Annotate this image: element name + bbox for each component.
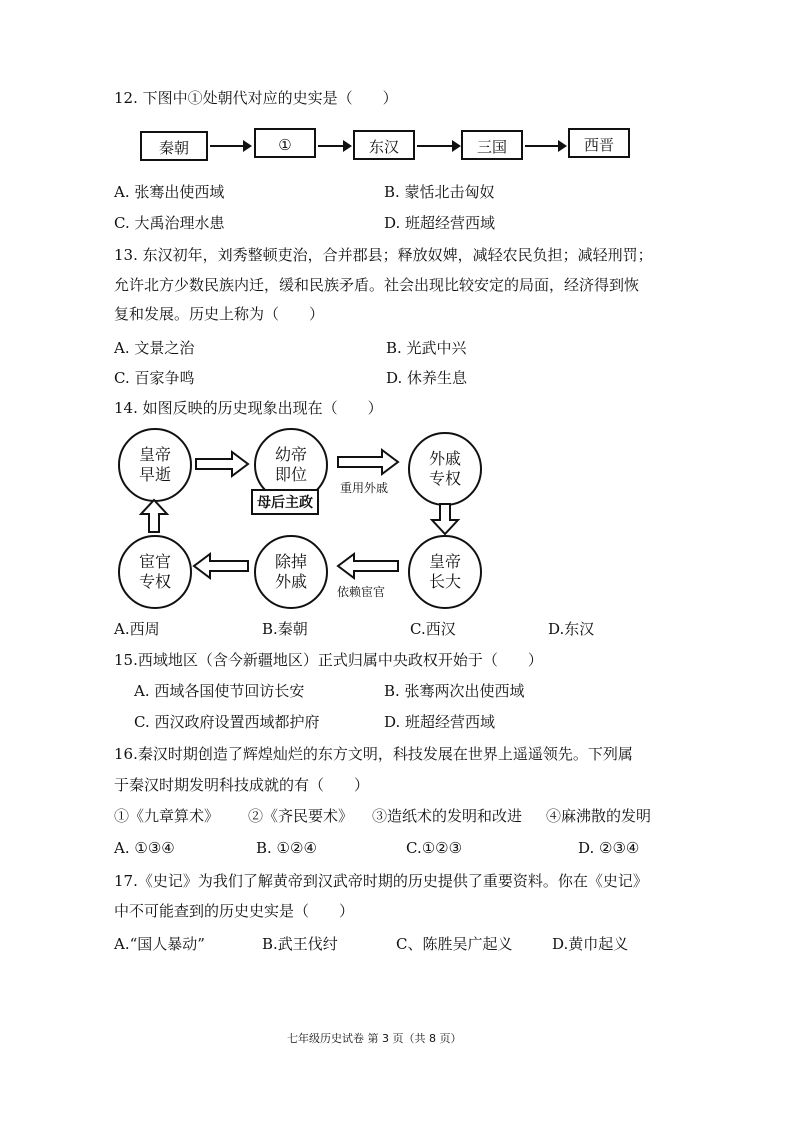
chain-box-sanguo: 三国 — [461, 130, 523, 160]
q17-stem-line2: 中不可能查到的历史史实是（ ） — [114, 902, 355, 920]
q16-stem-line2: 于秦汉时期发明科技成就的有（ ） — [114, 776, 370, 794]
q13-option-a[interactable]: A. 文景之治 — [114, 339, 195, 357]
q16-item-1: ①《九章算术》 — [114, 807, 220, 825]
q16-option-d[interactable]: D. ②③④ — [578, 839, 640, 857]
q13-option-c[interactable]: C. 百家争鸣 — [114, 369, 195, 387]
q15-stem: 15.西域地区（含今新疆地区）正式归属中央政权开始于（ ） — [114, 651, 543, 669]
q17-option-a[interactable]: A.“国人暴动” — [114, 935, 205, 953]
q15-option-b[interactable]: B. 张骞两次出使西域 — [384, 682, 525, 700]
q14-option-a[interactable]: A.西周 — [114, 620, 160, 638]
empress-regency-box: 母后主政 — [251, 489, 319, 515]
arrow-label-rely-eunuchs: 依赖宦官 — [337, 585, 386, 599]
q12-stem: 12. 下图中①处朝代对应的史实是（ ） — [114, 89, 398, 107]
q13-option-d[interactable]: D. 休养生息 — [386, 369, 468, 387]
circle-eunuch-power: 宦官专权 — [118, 535, 192, 609]
q15-option-a[interactable]: A. 西域各国使节回访长安 — [134, 682, 305, 700]
q16-item-4: ④麻沸散的发明 — [546, 807, 652, 825]
q15-option-d[interactable]: D. 班超经营西域 — [384, 713, 496, 731]
q13-stem-line1: 13. 东汉初年，刘秀整顿吏治，合并郡县；释放奴婢，减轻农民负担；减轻刑罚； — [114, 246, 653, 264]
q13-stem-line3: 复和发展。历史上称为（ ） — [114, 305, 325, 323]
q17-option-b[interactable]: B.武王伐纣 — [262, 935, 338, 953]
arrow-left-2 — [194, 554, 248, 578]
q12-option-d[interactable]: D. 班超经营西域 — [384, 214, 496, 232]
arrow-right-2 — [338, 450, 398, 474]
arrow-label-use-relatives: 重用外戚 — [340, 481, 389, 495]
q14-option-c[interactable]: C.西汉 — [410, 620, 456, 638]
q16-option-b[interactable]: B. ①②④ — [256, 839, 317, 857]
q12-option-a[interactable]: A. 张骞出使西域 — [114, 183, 225, 201]
q14-option-d[interactable]: D.东汉 — [548, 620, 595, 638]
q14-option-b[interactable]: B.秦朝 — [262, 620, 308, 638]
arrow-right-1 — [196, 452, 248, 476]
arrow-up — [141, 500, 167, 532]
page-footer: 七年级历史试卷 第 3 页（共 8 页） — [287, 1032, 462, 1045]
chain-box-xijin: 西晋 — [568, 128, 630, 158]
q16-item-3: ③造纸术的发明和改进 — [372, 807, 523, 825]
q15-option-c[interactable]: C. 西汉政府设置西域都护府 — [134, 713, 320, 731]
arrow-down — [432, 504, 458, 534]
q17-option-c[interactable]: C、陈胜吴广起义 — [396, 935, 513, 953]
q12-option-b[interactable]: B. 蒙恬北击匈奴 — [384, 183, 495, 201]
q16-option-c[interactable]: C.①②③ — [406, 839, 463, 857]
circle-emperor-dies-early: 皇帝早逝 — [118, 428, 192, 502]
q14-stem: 14. 如图反映的历史现象出现在（ ） — [114, 399, 383, 417]
circle-child-emperor: 幼帝即位 — [254, 428, 328, 502]
q16-item-2: ②《齐民要术》 — [248, 807, 354, 825]
q12-option-c[interactable]: C. 大禹治理水患 — [114, 214, 225, 232]
q13-option-b[interactable]: B. 光武中兴 — [386, 339, 467, 357]
q17-stem-line1: 17.《史记》为我们了解黄帝到汉武帝时期的历史提供了重要资料。你在《史记》 — [114, 872, 648, 890]
arrow-left-1 — [338, 554, 398, 578]
circle-emperor-grows: 皇帝长大 — [408, 535, 482, 609]
circle-remove-relatives: 除掉外戚 — [254, 535, 328, 609]
q13-stem-line2: 允许北方少数民族内迁，缓和民族矛盾。社会出现比较安定的局面，经济得到恢 — [114, 276, 640, 294]
q17-option-d[interactable]: D.黄巾起义 — [552, 935, 629, 953]
chain-box-qin: 秦朝 — [140, 131, 208, 161]
circle-relatives-power: 外戚专权 — [408, 432, 482, 506]
chain-box-donghan: 东汉 — [353, 130, 415, 160]
q16-option-a[interactable]: A. ①③④ — [114, 839, 175, 857]
chain-box-blank: ① — [254, 128, 316, 158]
q16-stem-line1: 16.秦汉时期创造了辉煌灿烂的东方文明，科技发展在世界上遥遥领先。下列属 — [114, 745, 633, 763]
